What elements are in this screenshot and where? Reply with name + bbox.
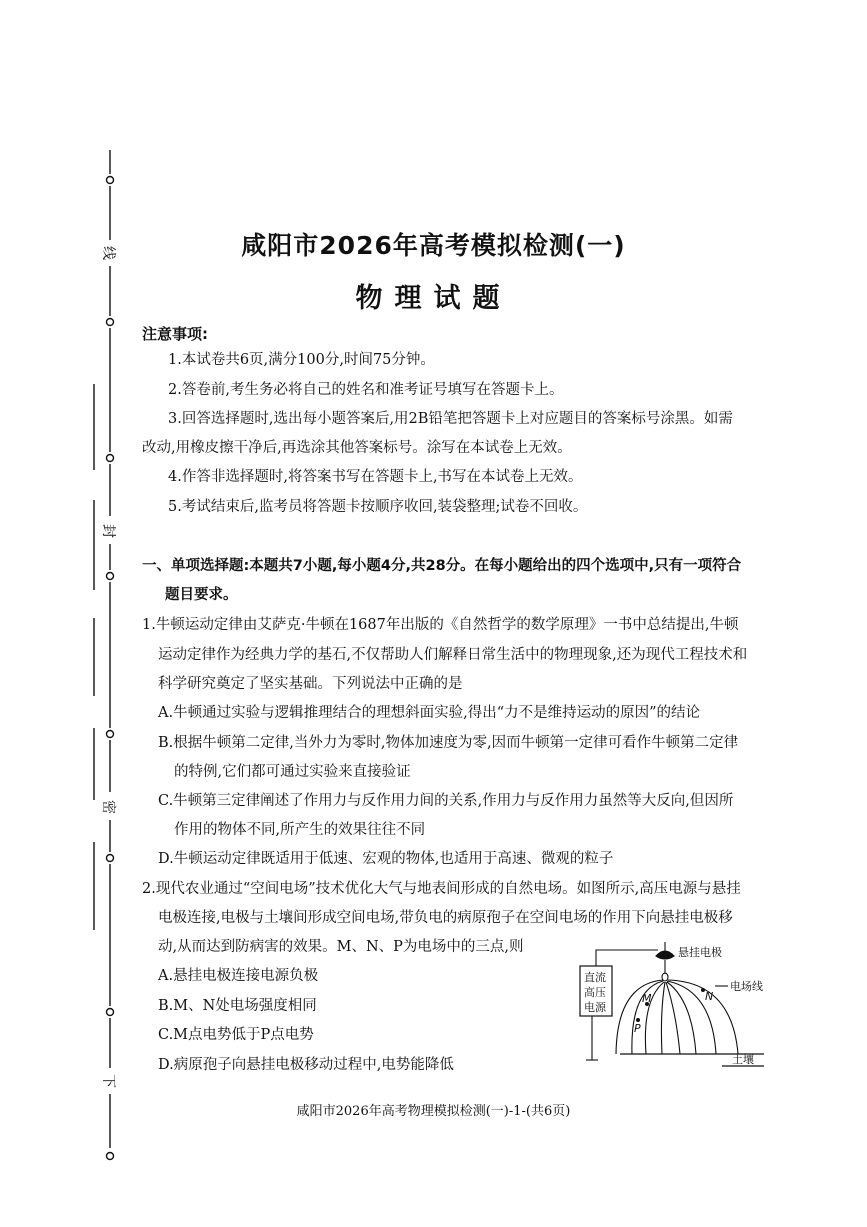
- q1-stem-line-1: 1.牛顿运动定律由艾萨克·牛顿在1687年出版的《自然哲学的数学原理》一书中总结提出,牛顿: [142, 617, 739, 633]
- electric-field-figure: [572, 942, 772, 1074]
- q2-option-c: C.M点电势低于P点电势: [158, 1027, 314, 1043]
- binding-mark-xian: 线: [100, 246, 116, 260]
- label-point-m: M: [642, 992, 652, 1005]
- exam-title: 咸阳市2026年高考模拟检测(一): [241, 231, 626, 260]
- q1-option-d: D.牛顿运动定律既适用于低速、宏观的物体,也适用于高速、微观的粒子: [158, 851, 614, 867]
- q1-stem-line-3: 科学研究奠定了坚实基础。下列说法中正确的是: [158, 676, 463, 692]
- label-soil: 土壤: [732, 1053, 754, 1066]
- q1-stem-line-2: 运动定律作为经典力学的基石,不仅帮助人们解释日常生活中的物理现象,还为现代工程技术和: [158, 647, 748, 663]
- exam-subtitle: 物理试题: [355, 283, 512, 314]
- notice-item-3-cont: 改动,用橡皮擦干净后,再选涂其他答案标号。涂写在本试卷上无效。: [142, 440, 572, 456]
- binding-mark-feng: 封: [100, 524, 116, 538]
- q1-option-a: A.牛顿通过实验与逻辑推理结合的理想斜面实验,得出“力不是维持运动的原因”的结论: [158, 705, 701, 721]
- notice-heading: 注意事项:: [142, 325, 208, 343]
- binding-mark-xia: 下: [100, 1074, 116, 1088]
- section-heading-cont: 题目要求。: [165, 587, 238, 603]
- binding-mark-mi: 密: [100, 800, 116, 814]
- label-field-line: 电场线: [730, 980, 763, 993]
- q2-option-b: B.M、N处电场强度相同: [158, 998, 317, 1014]
- q2-stem-line-1: 2.现代农业通过“空间电场”技术优化大气与地表间形成的自然电场。如图所示,高压电源与悬挂: [142, 881, 741, 897]
- q2-option-a: A.悬挂电极连接电源负极: [158, 968, 319, 984]
- q1-option-b-cont: 的特例,它们都可通过实验来直接验证: [174, 764, 411, 780]
- label-source-2: 高压: [584, 986, 606, 999]
- q2-stem-line-3: 动,从而达到防病害的效果。M、N、P为电场中的三点,则: [158, 939, 524, 955]
- label-electrode: 悬挂电极: [678, 946, 722, 959]
- electric-field-diagram: [572, 942, 772, 1074]
- label-source-3: 电源: [584, 1001, 606, 1014]
- notice-item-2: 2.答卷前,考生务必将自己的姓名和准考证号填写在答题卡上。: [168, 382, 564, 398]
- q1-option-b: B.根据牛顿第二定律,当外力为零时,物体加速度为零,因而牛顿第一定律可看作牛顿第二定律: [158, 735, 739, 751]
- notice-item-1: 1.本试卷共6页,满分100分,时间75分钟。: [168, 352, 435, 368]
- q1-option-c: C.牛顿第三定律阐述了作用力与反作用力间的关系,作用力与反作用力虽然等大反向,但因所: [158, 793, 734, 809]
- label-point-p: P: [634, 1022, 641, 1035]
- section-heading: 一、单项选择题:本题共7小题,每小题4分,共28分。在每小题给出的四个选项中,只有一项符合: [142, 558, 742, 574]
- q2-stem-line-2: 电极连接,电极与土壤间形成空间电场,带负电的病原孢子在空间电场的作用下向悬挂电极移: [158, 910, 733, 926]
- page-footer: 咸阳市2026年高考物理模拟检测(一)-1-(共6页): [296, 1104, 571, 1119]
- notice-item-3: 3.回答选择题时,选出每小题答案后,用2B铅笔把答题卡上对应题目的答案标号涂黑。如需: [168, 411, 733, 427]
- label-source-1: 直流: [584, 971, 606, 984]
- notice-item-5: 5.考试结束后,监考员将答题卡按顺序收回,装袋整理;试卷不回收。: [168, 499, 588, 515]
- q1-option-c-cont: 作用的物体不同,所产生的效果往往不同: [174, 822, 426, 838]
- notice-item-4: 4.作答非选择题时,将答案书写在答题卡上,书写在本试卷上无效。: [168, 469, 583, 485]
- q2-option-d: D.病原孢子向悬挂电极移动过程中,电势能降低: [158, 1057, 454, 1073]
- label-point-n: N: [705, 990, 714, 1003]
